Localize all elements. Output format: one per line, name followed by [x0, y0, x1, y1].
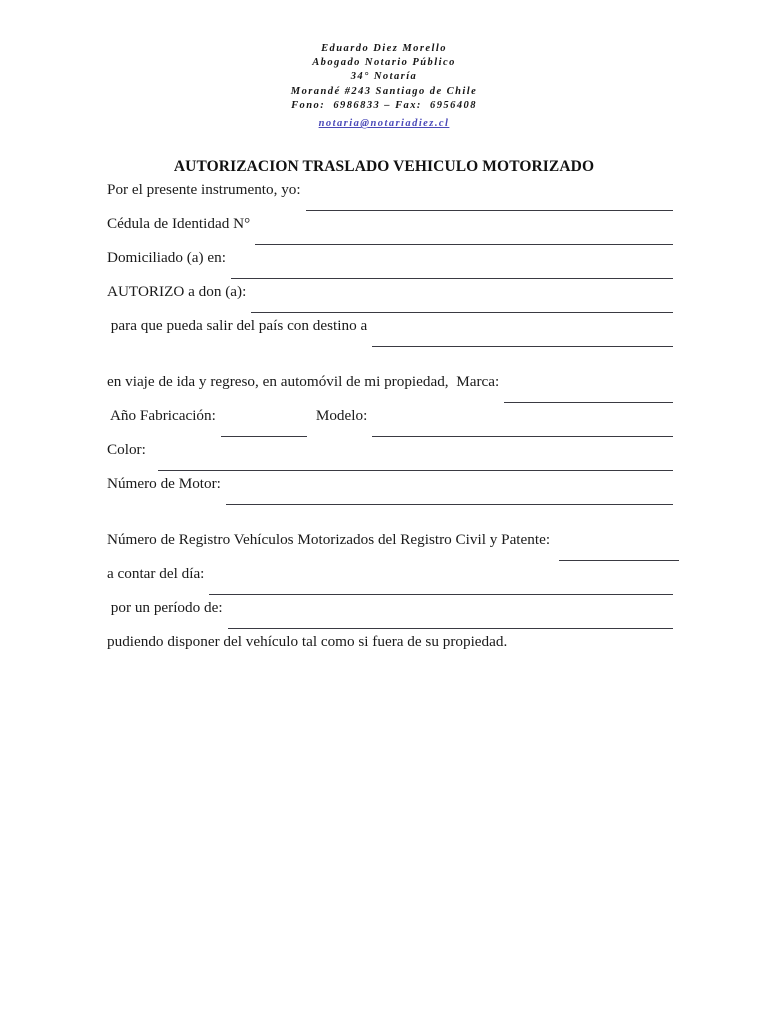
- label-trip-brand: en viaje de ida y regreso, en automóvil de mi propiedad, Marca:: [107, 373, 500, 390]
- input-engine-number[interactable]: [226, 504, 673, 505]
- notary-phone: Fono: 6986833 – Fax: 6956408: [291, 99, 477, 111]
- field-row-trip-brand: [107, 372, 673, 406]
- field-row-registry-plate: [107, 530, 673, 564]
- input-model[interactable]: [372, 436, 673, 437]
- notary-office: 34° Notaría: [350, 71, 418, 83]
- input-domicile[interactable]: [231, 278, 673, 279]
- field-row-start-date: [107, 564, 673, 598]
- label-manufacture-year: Año Fabricación:: [107, 407, 216, 424]
- label-declarant: Por el presente instrumento, yo:: [107, 181, 301, 198]
- input-manufacture-year[interactable]: [221, 436, 307, 437]
- label-color: Color:: [107, 441, 146, 458]
- label-authorize: AUTORIZO a don (a):: [107, 283, 247, 300]
- field-row-declarant: [107, 180, 673, 214]
- label-start-date: a contar del día:: [107, 565, 205, 582]
- label-domicile: Domiciliado (a) en:: [107, 249, 226, 266]
- notary-address: Morandé #243 Santiago de Chile: [290, 85, 478, 97]
- form-body: [107, 180, 673, 666]
- label-registry-plate: Número de Registro Vehículos Motorizados del Registro Civil y Patente:: [107, 531, 551, 548]
- label-period: por un período de:: [107, 599, 223, 616]
- field-row-year-model: [107, 406, 673, 440]
- input-color[interactable]: [158, 470, 673, 471]
- field-row-period: [107, 598, 673, 632]
- label-destination: para que pueda salir del país con destino a: [107, 317, 368, 334]
- letterhead: [0, 42, 768, 131]
- label-engine-number: Número de Motor:: [107, 475, 221, 492]
- input-brand[interactable]: [504, 402, 673, 403]
- input-declarant[interactable]: [306, 210, 673, 211]
- page-title: AUTORIZACION TRASLADO VEHICULO MOTORIZADO: [173, 158, 595, 175]
- input-destination[interactable]: [372, 346, 673, 347]
- input-start-date[interactable]: [209, 594, 673, 595]
- input-period[interactable]: [228, 628, 673, 629]
- field-row-engine-number: [107, 474, 673, 508]
- notary-email-link[interactable]: notaria@notariadiez.cl: [318, 118, 450, 130]
- label-id-number: Cédula de Identidad N°: [107, 215, 251, 232]
- closing-statement: pudiendo disponer del vehículo tal como si fuera de su propiedad.: [107, 633, 508, 650]
- input-authorize[interactable]: [251, 312, 673, 313]
- notary-profession: Abogado Notario Público: [312, 57, 456, 69]
- field-row-authorize: [107, 282, 673, 316]
- notary-name: Eduardo Diez Morello: [321, 43, 447, 54]
- input-id-number[interactable]: [255, 244, 673, 245]
- label-model: Modelo:: [315, 407, 368, 424]
- field-row-id-number: [107, 214, 673, 248]
- field-row-closing: [107, 632, 673, 666]
- field-row-destination: [107, 316, 673, 350]
- field-row-color: [107, 440, 673, 474]
- field-row-domicile: [107, 248, 673, 282]
- input-registry-plate[interactable]: [559, 560, 679, 561]
